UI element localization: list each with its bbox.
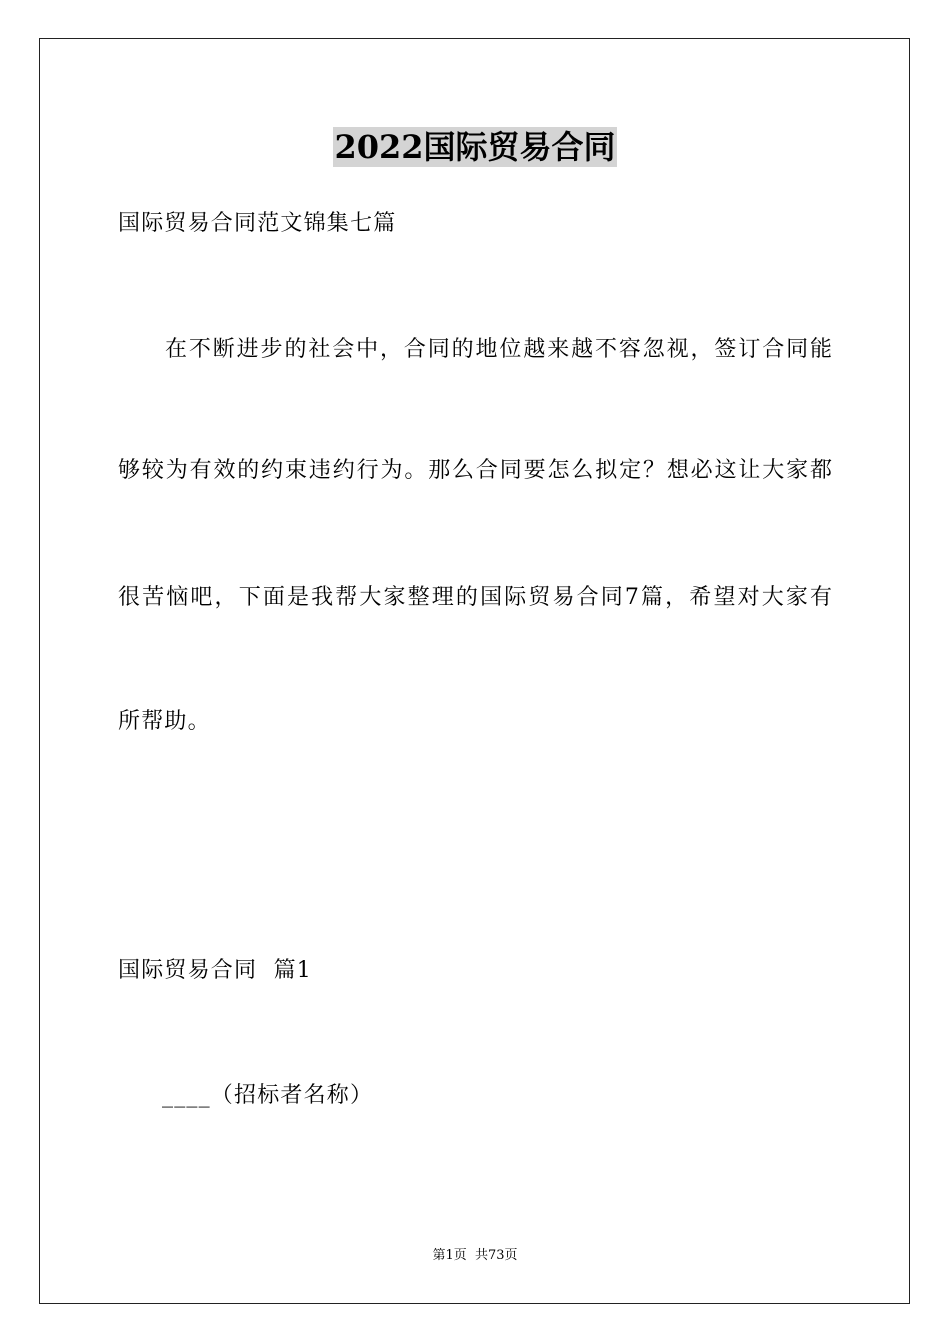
page-number: 第1页 <box>432 1248 467 1263</box>
bidder-name-blank: ____（招标者名称） <box>162 1083 374 1108</box>
section-heading: 国际贸易合同 篇1 <box>118 958 312 983</box>
document-title: 2022国际贸易合同 <box>334 128 616 166</box>
document-subtitle: 国际贸易合同范文锦集七篇 <box>118 211 397 236</box>
paragraph-line-3: 很苦恼吧，下面是我帮大家整理的国际贸易合同7篇，希望对大家有 <box>118 585 832 610</box>
paragraph-line-4: 所帮助。 <box>118 709 211 734</box>
title-wrap <box>0 127 950 167</box>
paragraph-line-1: 在不断进步的社会中，合同的地位越来越不容忽视，签订合同能 <box>165 337 832 362</box>
page-footer <box>0 1247 950 1265</box>
page-total: 共73页 <box>474 1248 518 1263</box>
paragraph-line-2: 够较为有效的约束违约行为。那么合同要怎么拟定？想必这让大家都 <box>118 458 832 483</box>
